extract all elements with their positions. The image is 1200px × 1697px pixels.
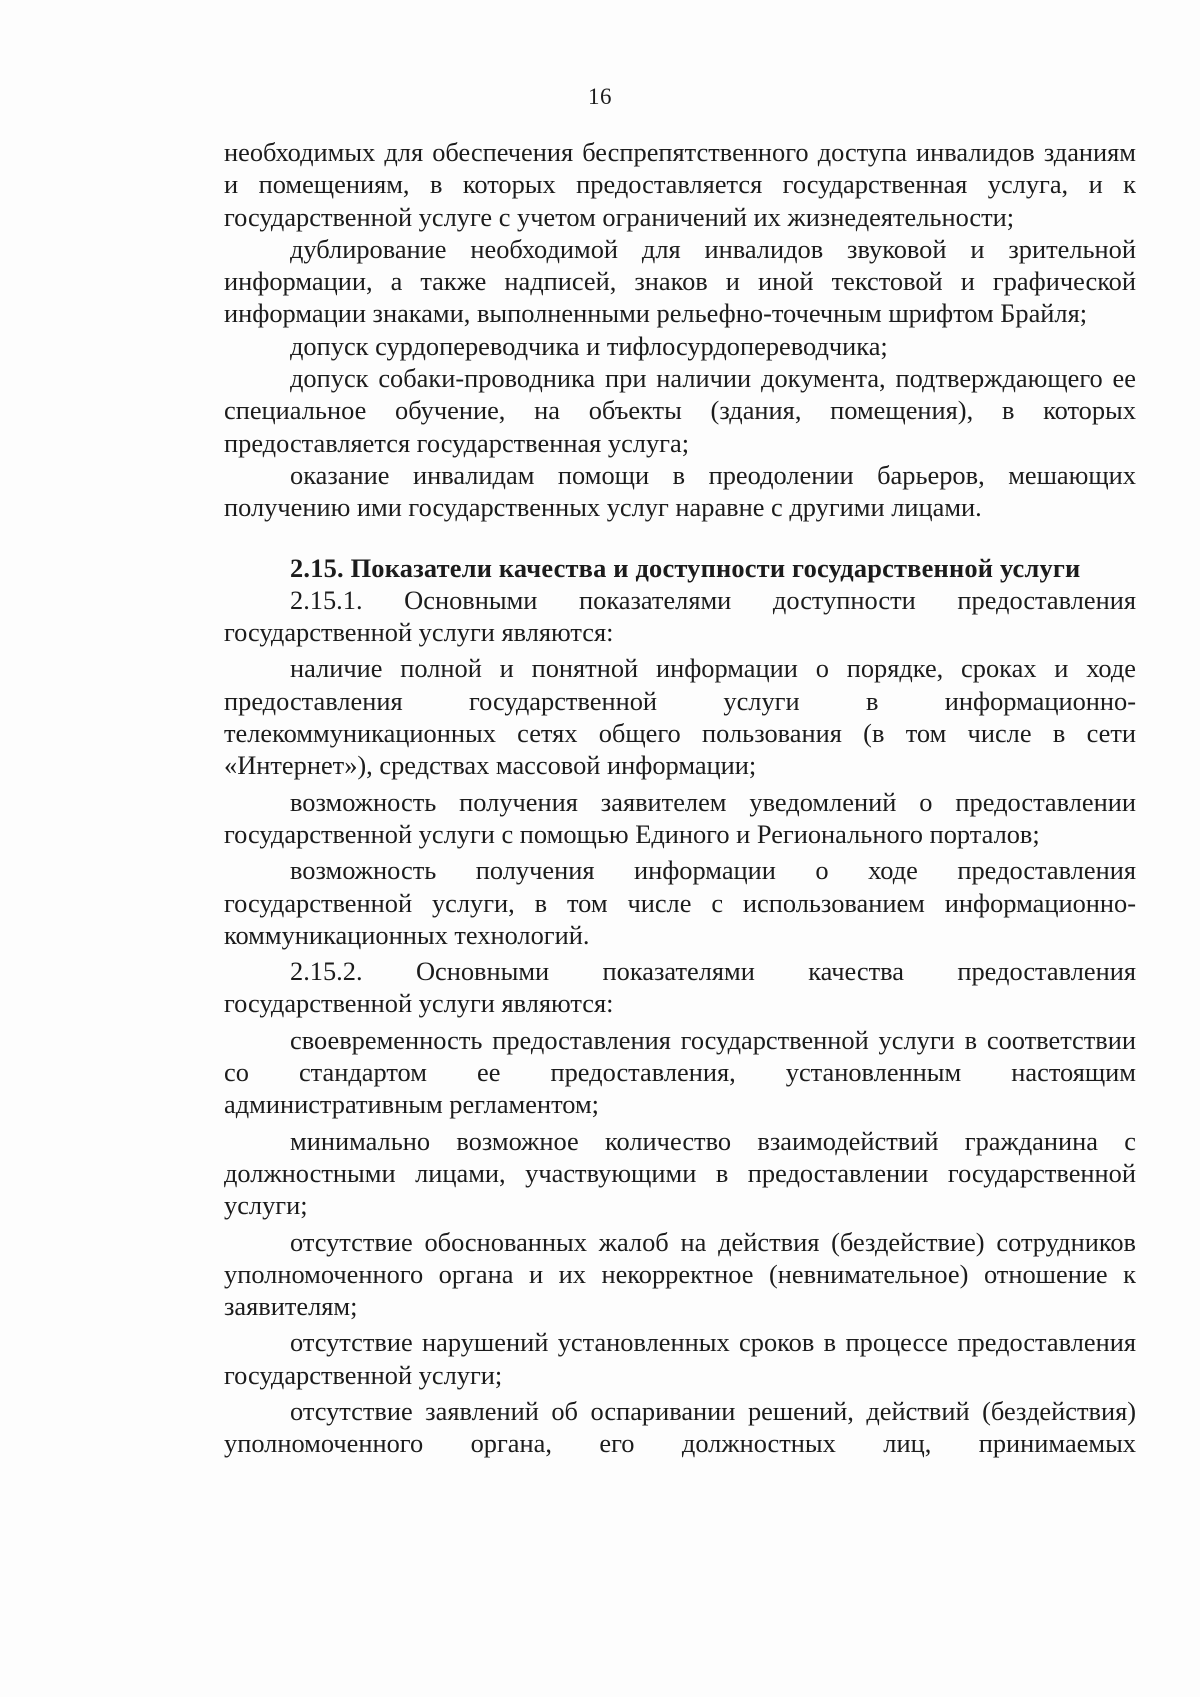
- paragraph: отсутствие нарушений установленных сроков в процессе предоставления государственной услуги;: [224, 1327, 1136, 1390]
- paragraph: оказание инвалидам помощи в преодолении барьеров, мешающих получению ими государственных услуг наравне с другими лицами.: [224, 459, 1136, 523]
- paragraph: необходимых для обеспечения беспрепятственного доступа инвалидов зданиям и помещениям, в которых предоставляется государственная услуга, и к государственной услуге с учетом ограничений их жизнедеятельности;: [224, 137, 1136, 232]
- paragraph: допуск собаки-проводника при наличии документа, подтверждающего ее специальное обучение, на объекты (здания, помещения), в которых предоставляется государственная услуга;: [224, 363, 1136, 458]
- paragraph: отсутствие заявлений об оспаривании решений, действий (бездействия) уполномоченного органа, его должностных лиц, принимаемых: [224, 1395, 1136, 1459]
- paragraph: возможность получения заявителем уведомлений о предоставлении государственной услуги с помощью Единого и Регионального порталов;: [224, 786, 1136, 849]
- section-heading: 2.15. Показатели качества и доступности государственной услуги: [290, 552, 1081, 583]
- paragraph: наличие полной и понятной информации о порядке, сроках и ходе предоставления государственной услуги в информационно-телекоммуникационных сетях общего пользования (в том числе в сети «Интернет»), средствах массовой информации;: [224, 653, 1136, 781]
- paragraph: отсутствие обоснованных жалоб на действия (бездействие) сотрудников уполномоченного органа и их некорректное (невнимательное) отношение к заявителям;: [224, 1226, 1136, 1322]
- paragraph: минимально возможное количество взаимодействий гражданина с должностными лицами, участвующими в предоставлении государственной услуги;: [224, 1125, 1136, 1221]
- page-number: 16: [588, 84, 612, 109]
- paragraph: своевременность предоставления государственной услуги в соответствии со стандартом ее предоставления, установленным настоящим административным регламентом;: [224, 1024, 1136, 1120]
- paragraph: возможность получения информации о ходе предоставления государственной услуги, в том числе с использованием информационно-коммуникационных технологий.: [224, 855, 1136, 950]
- paragraph: дублирование необходимой для инвалидов звуковой и зрительной информации, а также надписей, знаков и иной текстовой и графической информации знаками, выполненными рельефно-точечным шрифтом Брайля;: [224, 233, 1136, 329]
- document-body: [224, 136, 1136, 1460]
- paragraph: 2.15.2. Основными показателями качества предоставления государственной услуги являются:: [224, 956, 1136, 1019]
- paragraph: допуск сурдопереводчика и тифлосурдопереводчика;: [290, 330, 888, 361]
- paragraph: 2.15.1. Основными показателями доступности предоставления государственной услуги являются:: [224, 584, 1136, 648]
